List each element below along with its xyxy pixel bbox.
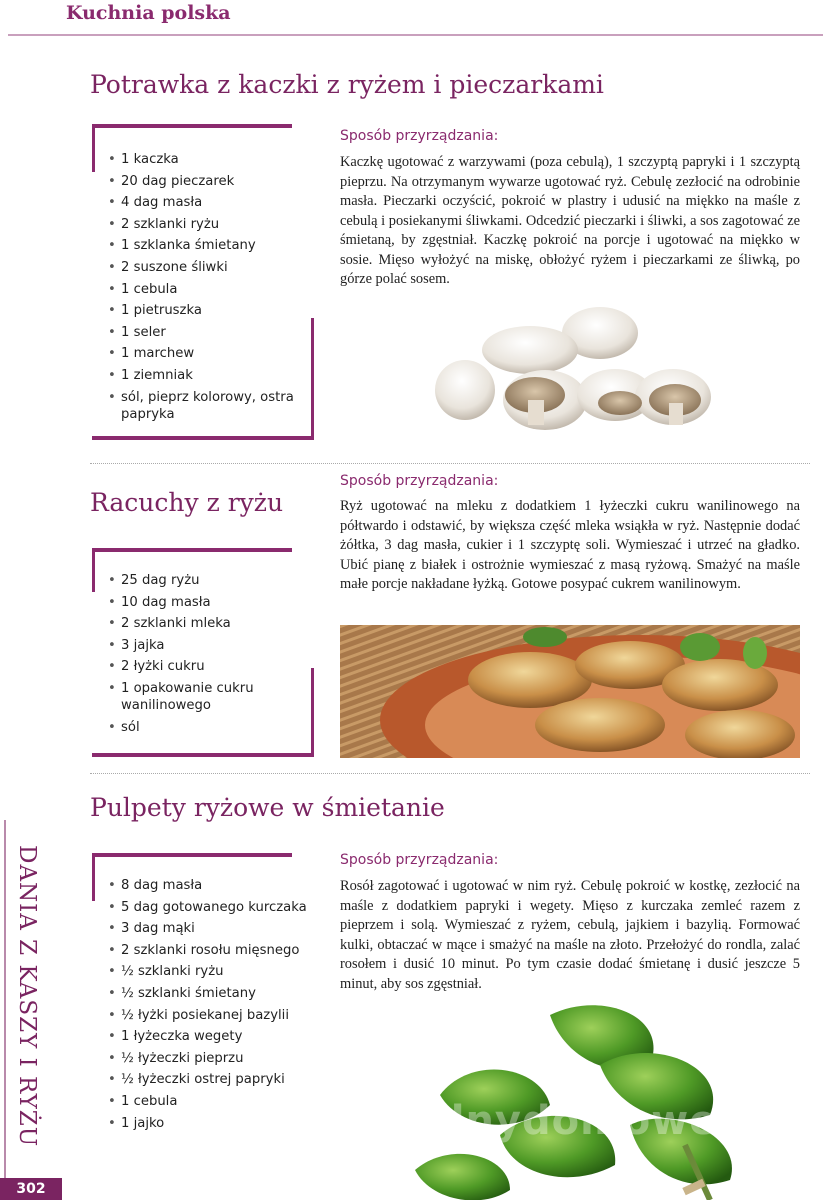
ingredient-item: • ½ szklanki śmietany	[108, 985, 308, 1002]
ingredient-list	[108, 877, 308, 1136]
ingredient-item: • 1 szklanka śmietany	[108, 237, 308, 254]
ingredient-item: • 1 łyżeczka wegety	[108, 1028, 308, 1045]
ingredient-item: • 5 dag gotowanego kurczaka	[108, 899, 308, 916]
ingredient-item: • ½ łyżeczki pieprzu	[108, 1050, 308, 1067]
box-border-bottom	[92, 753, 314, 757]
ingredient-item: • ½ szklanki ryżu	[108, 963, 308, 980]
recipe-separator	[90, 463, 810, 464]
method-label: Sposób przyrządzania:	[340, 473, 499, 489]
mushrooms-photo	[425, 305, 715, 440]
recipe-separator	[90, 773, 810, 774]
ingredient-item: • 4 dag masła	[108, 194, 308, 211]
method-label: Sposób przyrządzania:	[340, 852, 499, 868]
box-border-top	[92, 548, 292, 552]
box-border-bottom	[92, 436, 314, 440]
ingredient-item: • 2 suszone śliwki	[108, 259, 308, 276]
ingredient-item: • 1 marchew	[108, 345, 308, 362]
ingredient-item: • 8 dag masła	[108, 877, 308, 894]
ingredient-item: • 2 łyżki cukru	[108, 658, 308, 675]
ingredient-item: • 1 opakowanie cukru wanilinowego	[108, 680, 308, 714]
ingredient-item: • 1 cebula	[108, 281, 308, 298]
ingredient-item: • 2 szklanki ryżu	[108, 216, 308, 233]
method-label: Sposób przyrządzania:	[340, 128, 499, 144]
watermark: obiadnydomowe.pl	[335, 1098, 778, 1144]
recipe-title: Racuchy z ryżu	[90, 488, 284, 517]
box-border-left	[92, 853, 95, 901]
ingredient-list	[108, 151, 308, 427]
ingredient-item: • 2 szklanki rosołu mięsnego	[108, 942, 308, 959]
ingredient-item: • 1 pietruszka	[108, 302, 308, 319]
chapter-tab: DANIA Z KASZY I RYŻU	[14, 845, 40, 1148]
ingredient-item: • 1 seler	[108, 324, 308, 341]
ingredient-item: • 1 cebula	[108, 1093, 308, 1110]
ingredient-item: • 1 kaczka	[108, 151, 308, 168]
method-text: Kaczkę ugotować z warzywami (poza cebulą), 1 szczyptą papryki i 1 szczyptą pieprzu. Na otrzymanym wywarze ugotować ryż. Cebulę zezłocić na odrobinie masła. Pieczarki oczyścić, pokroić w plastry i udusić na miękko na maśle z cebulą i posiekanymi śliwkami. Odcedzić pieczarki i śliwki, a sos zagotować ze śmietaną, by zgęstniał. Kaczkę pokroić na porcje i ugotować na miękko w sosie. Mięso wyłożyć na miskę, obłożyć ryżem i pieczarkami ze śliwką, po górze polać sosem.	[340, 154, 800, 287]
header-divider	[8, 34, 823, 36]
ingredient-item: • 25 dag ryżu	[108, 572, 308, 589]
box-border-top	[92, 853, 292, 857]
box-border-left	[92, 548, 95, 592]
ingredient-item: • sól	[108, 719, 308, 736]
ingredient-list	[108, 572, 308, 740]
pancakes-photo	[340, 625, 800, 758]
ingredient-item: • 10 dag masła	[108, 594, 308, 611]
ingredient-item: • ½ łyżeczki ostrej papryki	[108, 1071, 308, 1088]
ingredients-box	[92, 548, 314, 761]
ingredient-item: • 1 jajko	[108, 1115, 308, 1132]
ingredient-item: • 1 ziemniak	[108, 367, 308, 384]
side-tab-line	[4, 820, 6, 1180]
page-number: 302	[0, 1178, 62, 1200]
ingredient-item: • ½ łyżki posiekanej bazylii	[108, 1007, 308, 1024]
recipe-title: Potrawka z kaczki z ryżem i pieczarkami	[90, 70, 604, 99]
page-header	[0, 0, 830, 40]
box-border-left	[92, 124, 95, 172]
ingredient-item: • 3 dag mąki	[108, 920, 308, 937]
method-text: Rosół zagotować i ugotować w nim ryż. Cebulę pokroić w kostkę, zezłocić na maśle z dodatkiem papryki i wegety. Mięso z kurczaka zemleć razem z pieprzem i solą. Wymieszać z ryżem, cebulą, jajkiem i bazylią. Formować kulki, obtaczać w mące i smażyć na maśle na złoto. Przełożyć do rondla, zalać rosołem i dusić 10 minut. Po tym czasie dodać śmietanę i dusić jeszcze 5 minut, aby sos zgęstniał.	[340, 878, 800, 992]
ingredient-item: • 20 dag pieczarek	[108, 173, 308, 190]
recipe-title: Pulpety ryżowe w śmietanie	[90, 793, 445, 822]
box-border-top	[92, 124, 292, 128]
ingredients-box	[92, 124, 314, 444]
section-title: Kuchnia polska	[66, 2, 231, 24]
ingredient-item: • 2 szklanki mleka	[108, 615, 308, 632]
box-border-right	[311, 318, 314, 440]
ingredient-item: • 3 jajka	[108, 637, 308, 654]
ingredient-item: • sól, pieprz kolorowy, ostra papryka	[108, 389, 308, 423]
method-text: Ryż ugotować na mleku z dodatkiem 1 łyżeczki cukru wanilinowego na półtwardo i odstawić, by większa część mleka wsiąkła w ryż. Następnie dodać żółtka, 3 dag masła, cukier i 1 szczyptę soli. Wymieszać i utrzeć na gładko. Ubić pianę z białek i ostrożnie wymieszać z masą ryżową. Smażyć na maśle małe porcje nakładane łyżką. Gotowe posypać cukrem wanilinowym.	[340, 498, 800, 592]
box-border-right	[311, 668, 314, 757]
ingredients-box	[92, 853, 314, 1183]
